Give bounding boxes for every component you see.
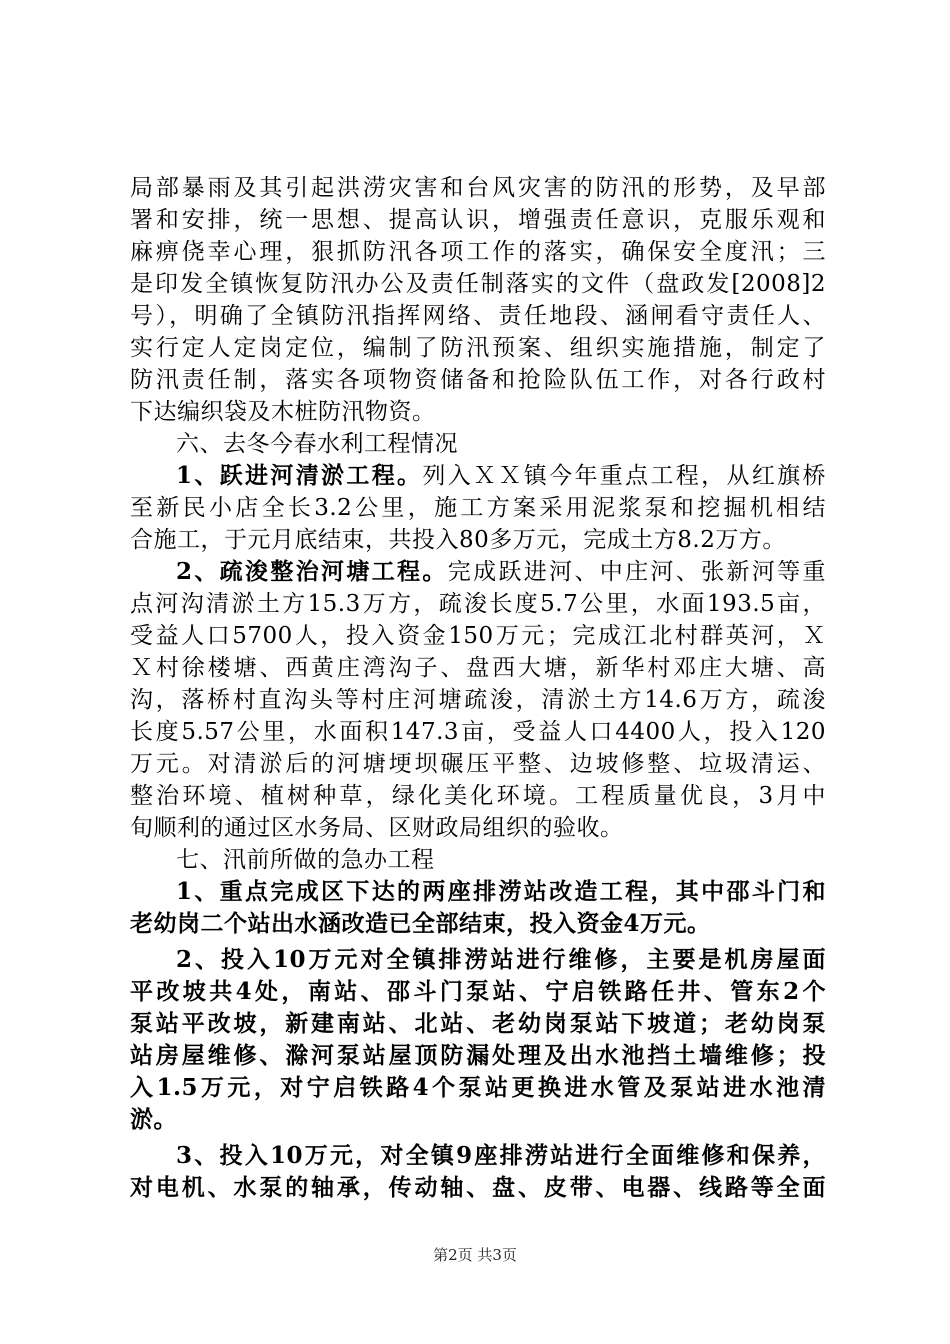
document-body <box>130 172 826 1204</box>
text-line: 对电机、水泵的轴承，传动轴、盘、皮带、电器、线路等全面 <box>130 1174 826 1201</box>
section-heading-6: 六、去冬今春水利工程情况 <box>176 431 458 457</box>
text-line: 沟，落桥村直沟头等村庄河塘疏浚，清淤土方14.6万方，疏浚 <box>130 687 826 713</box>
text-line: 3、投入10万元，对全镇9座排涝站进行全面维修和保养， <box>176 1142 826 1169</box>
text-line: 平改坡共4处，南站、邵斗门泵站、宁启铁路任井、管东2个 <box>130 978 826 1005</box>
text-line: 长度5.57公里，水面积147.3亩，受益人口4400人，投入120 <box>130 719 826 745</box>
text-line: 合施工，于元月底结束，共投入80多万元，完成土方8.2万方。 <box>130 527 786 553</box>
page-footer: 第2页 共3页 <box>433 1246 517 1264</box>
text-line: 整治环境、植树种草，绿化美化环境。工程质量优良，3月中 <box>130 783 826 809</box>
item-text: 列入ＸＸ镇今年重点工程，从红旗桥 <box>422 463 826 489</box>
text-line <box>130 556 826 588</box>
text-line: 至新民小店全长3.2公里，施工方案采用泥浆泵和挖掘机相结 <box>130 495 826 521</box>
text-line: 署和安排，统一思想、提高认识，增强责任意识，克服乐观和 <box>130 207 826 233</box>
text-line: 站房屋维修、滁河泵站屋顶防漏处理及出水池挡土墙维修；投 <box>130 1042 826 1069</box>
text-line: 老幼岗二个站出水涵改造已全部结束，投入资金4万元。 <box>130 910 711 937</box>
text-line: 万元。对清淤后的河塘埂坝碾压平整、边坡修整、垃圾清运、 <box>130 751 826 777</box>
text-line: 入1.5万元，对宁启铁路4个泵站更换进水管及泵站进水池清 <box>130 1074 826 1101</box>
item-title: 2、疏浚整治河塘工程。 <box>176 558 448 585</box>
text-line: 受益人口5700人，投入资金150万元；完成江北村群英河，Ｘ <box>130 623 826 649</box>
text-line: Ｘ村徐楼塘、西黄庄湾沟子、盘西大塘，新华村邓庄大塘、高 <box>130 655 826 681</box>
section6-item1 <box>130 460 826 556</box>
item-title: 1、跃进河清淤工程。 <box>176 462 423 489</box>
text-line: 淤。 <box>130 1106 177 1133</box>
section7-item1 <box>130 876 826 940</box>
paragraph-continuation <box>130 172 826 428</box>
text-line: 旬顺利的通过区水务局、区财政局组织的验收。 <box>130 815 624 841</box>
text-line: 实行定人定岗定位，编制了防汛预案、组织实施措施，制定了 <box>130 335 826 361</box>
text-line: 是印发全镇恢复防汛办公及责任制落实的文件（盘政发[2008]2 <box>130 271 826 297</box>
section7-item3 <box>130 1140 826 1204</box>
text-line: 局部暴雨及其引起洪涝灾害和台风灾害的防汛的形势，及早部 <box>130 175 826 201</box>
section6-item2 <box>130 556 826 844</box>
section7-item2 <box>130 944 826 1136</box>
text-line: 号），明确了全镇防汛指挥网络、责任地段、涵闸看守责任人、 <box>130 303 826 329</box>
section-heading-7: 七、汛前所做的急办工程 <box>176 847 435 873</box>
text-line: 点河沟清淤土方15.3万方，疏浚长度5.7公里，水面193.5亩， <box>130 591 826 617</box>
item-text: 完成跃进河、中庄河、张新河等重 <box>447 559 827 585</box>
text-line: 麻痹侥幸心理，狠抓防汛各项工作的落实，确保安全度汛；三 <box>130 239 826 265</box>
text-line: 2、投入10万元对全镇排涝站进行维修，主要是机房屋面 <box>176 946 826 973</box>
text-line: 1、重点完成区下达的两座排涝站改造工程，其中邵斗门和 <box>176 878 826 905</box>
text-line <box>130 460 826 492</box>
text-line: 防汛责任制，落实各项物资储备和抢险队伍工作，对各行政村 <box>130 367 826 393</box>
text-line: 泵站平改坡，新建南站、北站、老幼岗泵站下坡道；老幼岗泵 <box>130 1010 826 1037</box>
text-line: 下达编织袋及木桩防汛物资。 <box>130 399 436 425</box>
